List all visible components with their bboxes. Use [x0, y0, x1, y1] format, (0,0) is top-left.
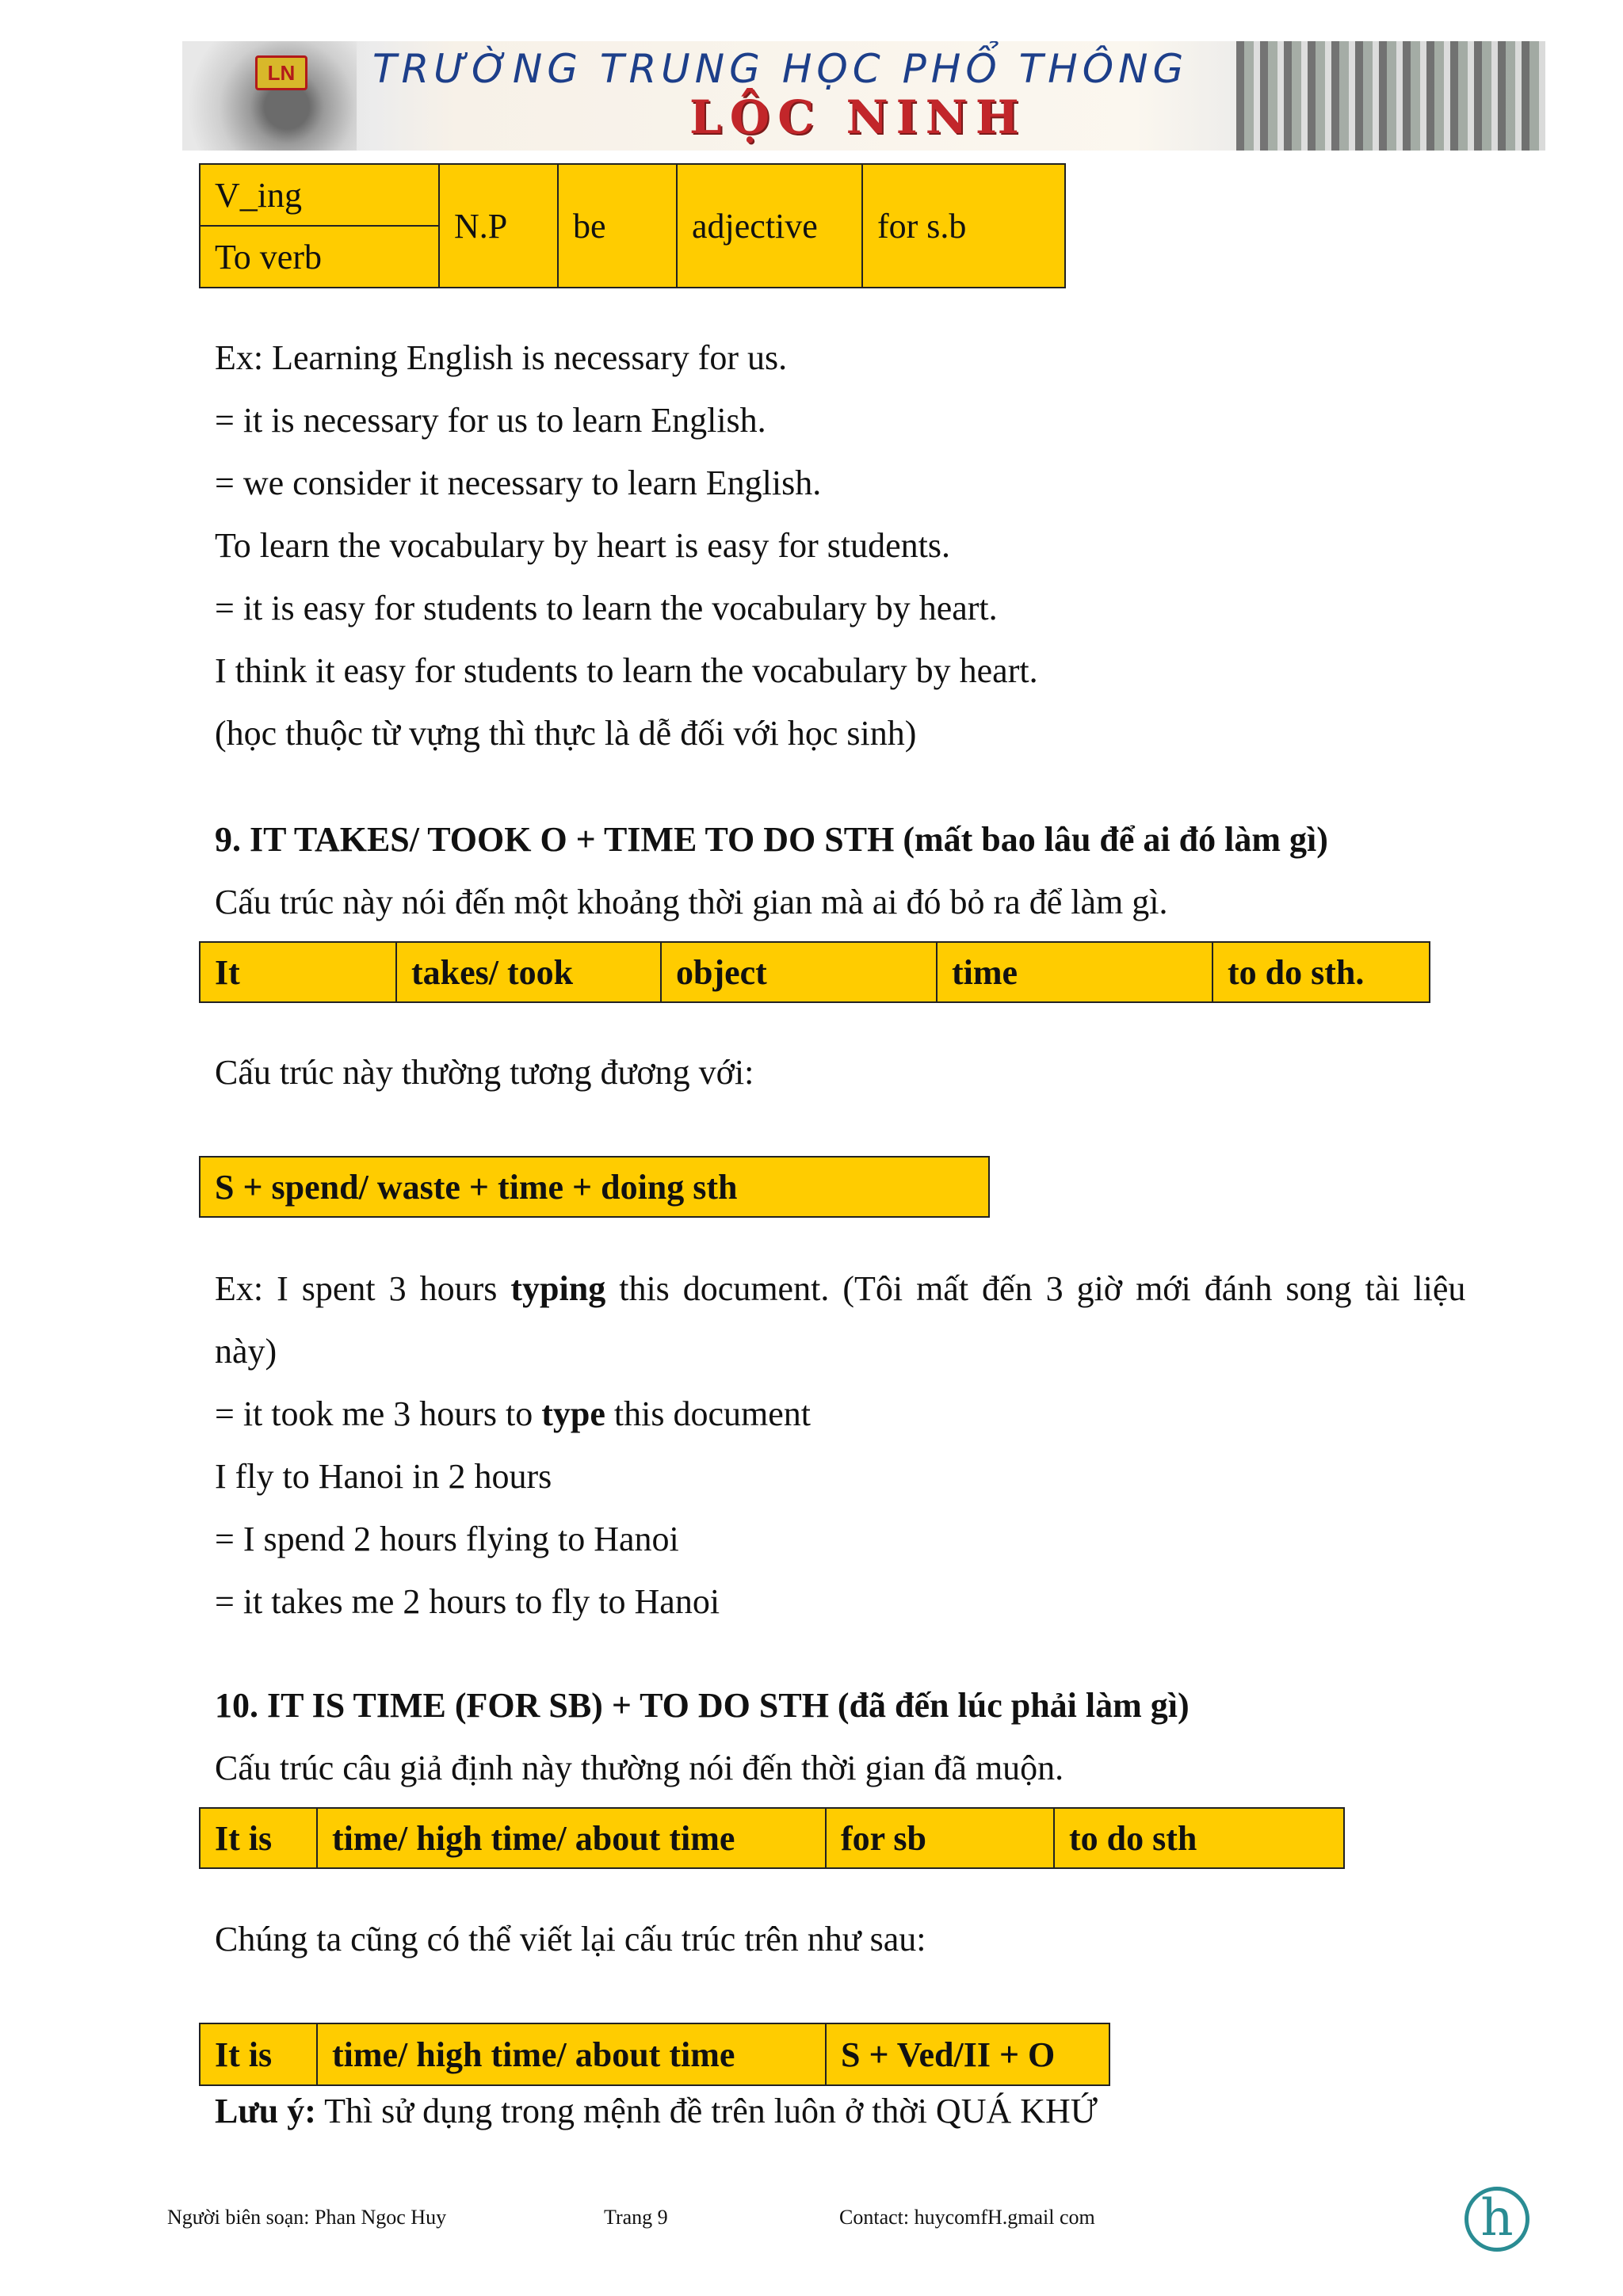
footer-page: Trang 9	[604, 2206, 668, 2229]
table-cell: object	[661, 942, 937, 1002]
note-label: Lưu ý:	[215, 2092, 316, 2130]
table-cell: V_ing	[200, 164, 439, 226]
table-cell: It is	[200, 2023, 317, 2085]
section-10-intro: Cấu trúc câu giả định này thường nói đến thời gian đã muộn.	[215, 1749, 1064, 1787]
example-bold: typing	[510, 1269, 606, 1308]
example-line: To learn the vocabulary by heart is easy for students.	[215, 526, 950, 565]
example-text: Ex: I spent 3 hours	[215, 1269, 511, 1308]
structure-table-9b	[199, 1156, 990, 1218]
example-bold: type	[541, 1394, 605, 1433]
table-cell: S + Ved/II + O	[826, 2023, 1109, 2085]
section-9-example-cont: này)	[215, 1332, 277, 1371]
example-line: = it is necessary for us to learn English.	[215, 401, 766, 440]
table-cell: It is	[200, 1808, 317, 1868]
school-logo: LN	[255, 55, 307, 90]
section-10-rewrite: Chúng ta cũng có thể viết lại cấu trúc trên như sau:	[215, 1920, 926, 1958]
footer-contact: Contact: huycomfH.gmail com	[839, 2206, 1095, 2229]
table-cell: for s.b	[862, 164, 1065, 288]
section-9-example-2	[215, 1394, 811, 1433]
section-9-example-3: I fly to Hanoi in 2 hours	[215, 1457, 552, 1496]
example-line: I think it easy for students to learn the vocabulary by heart.	[215, 651, 1038, 690]
section-9-heading: 9. IT TAKES/ TOOK O + TIME TO DO STH (mất bao lâu để ai đó làm gì)	[215, 820, 1328, 859]
header-banner	[182, 41, 1545, 151]
table-cell: adjective	[677, 164, 862, 288]
table-cell: time/ high time/ about time	[317, 1808, 826, 1868]
table-cell: time	[937, 942, 1212, 1002]
table-cell: It	[200, 942, 396, 1002]
example-line: Ex: Learning English is necessary for us.	[215, 338, 788, 377]
table-cell: be	[558, 164, 677, 288]
section-9-example	[215, 1269, 1466, 1308]
example-line: = it is easy for students to learn the vocabulary by heart.	[215, 589, 998, 627]
table-cell: to do sth.	[1212, 942, 1430, 1002]
footer-author: Người biên soạn: Phan Ngoc Huy	[167, 2206, 447, 2229]
structure-table-10b	[199, 2023, 1110, 2086]
footer-logo-icon: h	[1465, 2187, 1529, 2252]
table-cell: takes/ took	[396, 942, 661, 1002]
table-cell: to do sth	[1054, 1808, 1344, 1868]
table-cell: N.P	[439, 164, 558, 288]
structure-table-9	[199, 941, 1430, 1003]
structure-table-10	[199, 1807, 1345, 1869]
note-text: Thì sử dụng trong mệnh đề trên luôn ở thời QUÁ KHỨ	[315, 2092, 1098, 2130]
table-cell: To verb	[200, 226, 439, 288]
table-cell: time/ high time/ about time	[317, 2023, 826, 2085]
example-text: = it took me 3 hours to	[215, 1394, 542, 1433]
school-name: LỘC NINH	[689, 90, 1027, 144]
example-line: = we consider it necessary to learn English.	[215, 463, 822, 502]
section-9-intro: Cấu trúc này nói đến một khoảng thời gian mà ai đó bỏ ra để làm gì.	[215, 883, 1168, 921]
example-line: (học thuộc từ vựng thì thực là dễ đối với học sinh)	[215, 714, 917, 753]
section-10-note	[215, 2094, 1098, 2129]
school-line: TRƯỜNG TRUNG HỌC PHỔ THÔNG	[372, 46, 1189, 92]
table-cell: for sb	[826, 1808, 1054, 1868]
section-9-example-5: = it takes me 2 hours to fly to Hanoi	[215, 1582, 720, 1621]
structure-table-1	[199, 163, 1066, 288]
section-9-example-4: = I spend 2 hours flying to Hanoi	[215, 1520, 679, 1558]
section-9-equiv: Cấu trúc này thường tương đương với:	[215, 1053, 754, 1092]
section-10-heading: 10. IT IS TIME (FOR SB) + TO DO STH (đã đến lúc phải làm gì)	[215, 1686, 1190, 1725]
example-text: this document. (Tôi mất đến 3 giờ mới đánh song tài liệu	[605, 1269, 1466, 1308]
banner-photo-right	[1236, 41, 1545, 151]
table-cell: S + spend/ waste + time + doing sth	[200, 1157, 989, 1217]
example-text: this document	[605, 1394, 811, 1433]
